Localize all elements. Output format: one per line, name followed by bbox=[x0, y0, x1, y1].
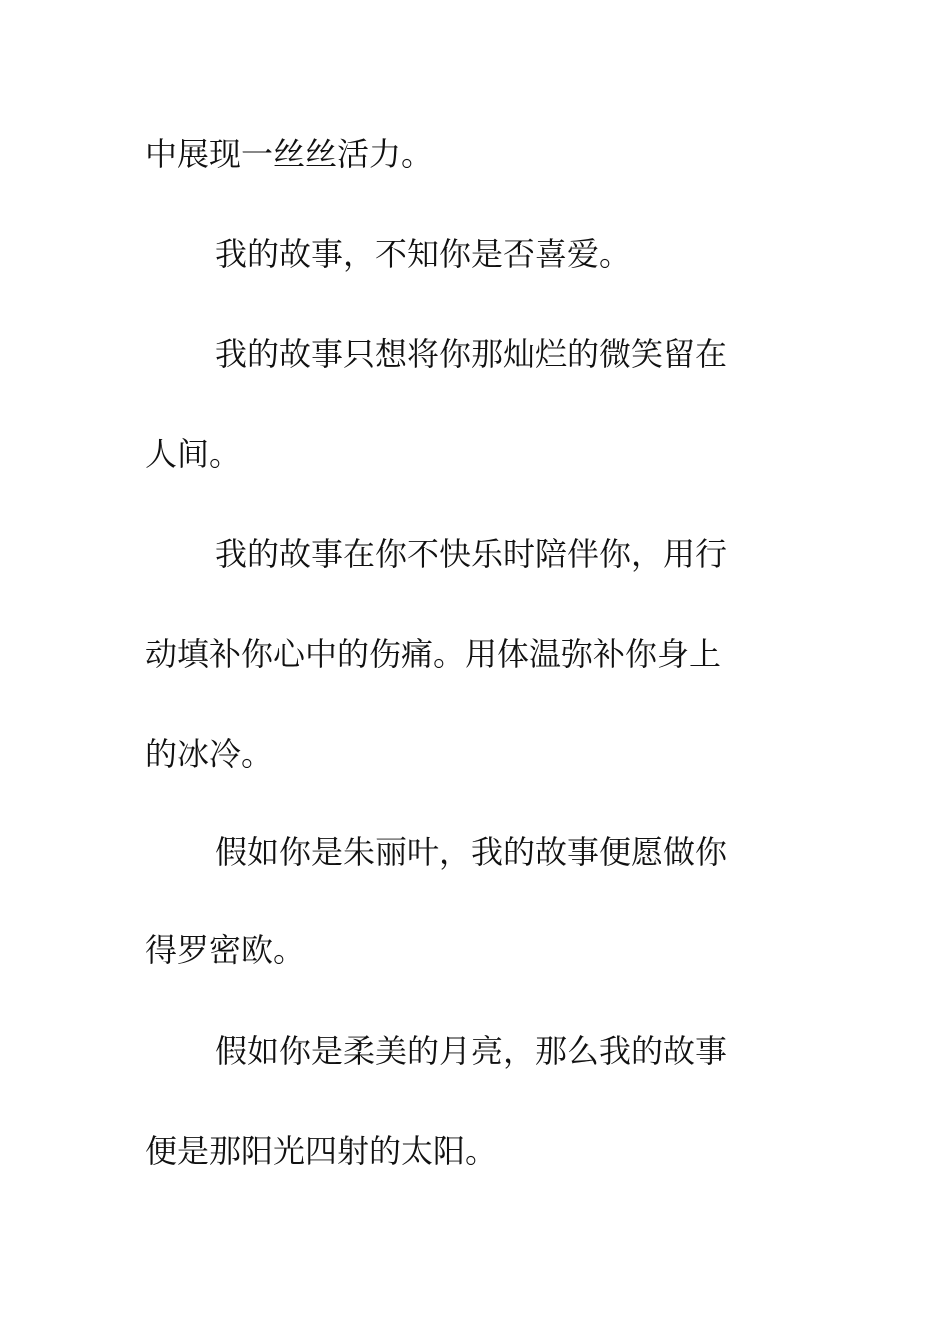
text-line: 假如你是朱丽叶，我的故事便愿做你 bbox=[215, 833, 728, 871]
text-line: 中展现一丝丝活力。 bbox=[145, 135, 434, 173]
text-line: 假如你是柔美的月亮，那么我的故事 bbox=[215, 1032, 728, 1070]
text-line: 便是那阳光四射的太阳。 bbox=[145, 1132, 498, 1170]
text-line: 人间。 bbox=[145, 435, 242, 473]
text-line: 我的故事只想将你那灿烂的微笑留在 bbox=[215, 335, 728, 373]
text-line: 我的故事在你不快乐时陪伴你，用行 bbox=[215, 535, 728, 573]
text-line: 得罗密欧。 bbox=[145, 931, 306, 969]
text-line: 的冰冷。 bbox=[145, 735, 274, 773]
text-line: 动填补你心中的伤痛。用体温弥补你身上 bbox=[145, 635, 722, 673]
text-line: 我的故事，不知你是否喜爱。 bbox=[215, 235, 632, 273]
